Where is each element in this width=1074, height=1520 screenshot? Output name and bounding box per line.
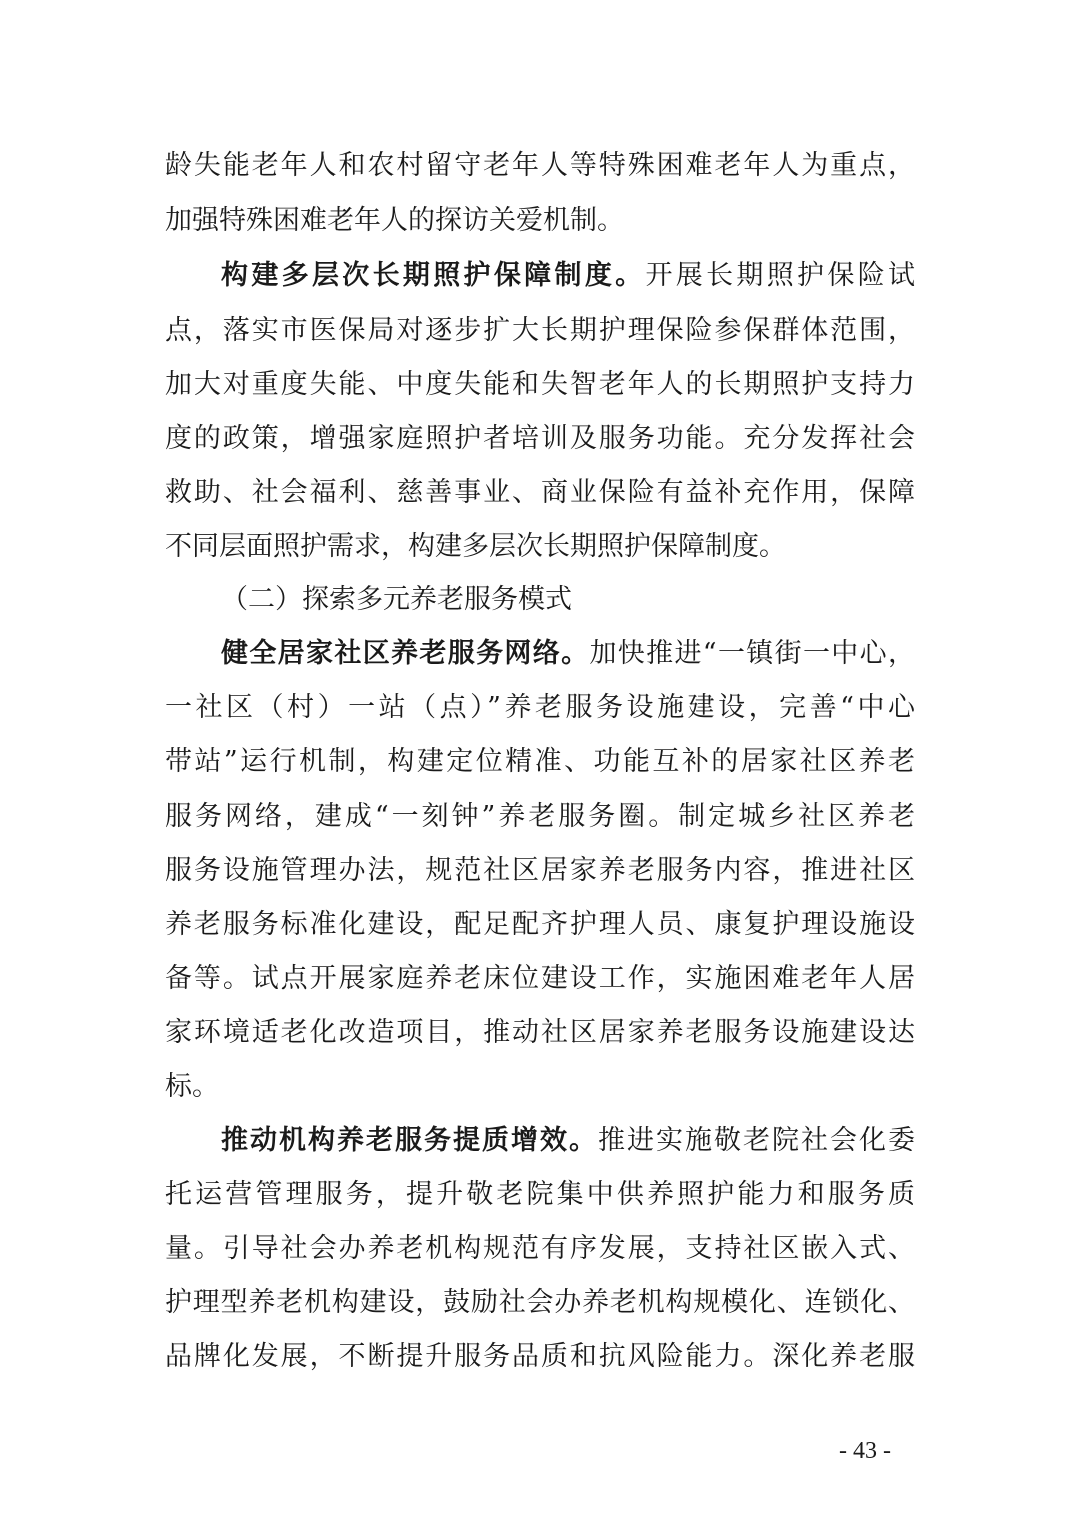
- text-span: 开展长期照护保险试: [645, 260, 916, 291]
- text-line: 度的政策，增强家庭照护者培训及服务功能。充分发挥社会: [165, 423, 915, 454]
- paragraph-first-line: [221, 258, 915, 294]
- text-line: 龄失能老年人和农村留守老年人等特殊困难老年人为重点，: [165, 150, 915, 181]
- text-line: 加大对重度失能、中度失能和失智老年人的长期照护支持力: [165, 369, 915, 400]
- section-title: （二）探索多元养老服务模式: [221, 584, 572, 615]
- text-line: 救助、社会福利、慈善事业、商业保险有益补充作用，保障: [165, 477, 915, 508]
- text-line: 量。引导社会办养老机构规范有序发展，支持社区嵌入式、: [165, 1233, 915, 1264]
- paragraph-first-line: [221, 1123, 915, 1159]
- text-line: 点，落实市医保局对逐步扩大长期护理保险参保群体范围，: [165, 315, 915, 346]
- paragraph-heading: 健全居家社区养老服务网络。: [221, 638, 590, 669]
- page-number: - 43 -: [839, 1438, 891, 1464]
- text-line: 备等。试点开展家庭养老床位建设工作，实施困难老年人居: [165, 963, 915, 994]
- text-line: 服务网络，建成“一刻钟”养老服务圈。制定城乡社区养老: [165, 801, 915, 832]
- text-line: 一社区（村）一站（点）”养老服务设施建设，完善“中心: [165, 692, 915, 723]
- paragraph-heading: 构建多层次长期照护保障制度。: [221, 260, 646, 291]
- text-line: 标。: [165, 1071, 219, 1102]
- text-span: 加快推进“一镇街一中心，: [589, 638, 915, 669]
- text-line: 护理型养老机构建设，鼓励社会办养老机构规模化、连锁化、: [165, 1287, 915, 1318]
- text-line: 托运营管理服务，提升敬老院集中供养照护能力和服务质: [165, 1179, 915, 1210]
- text-line: 不同层面照护需求，构建多层次长期照护保障制度。: [165, 531, 786, 562]
- text-span: 推进实施敬老院社会化委: [598, 1125, 915, 1156]
- text-line: 带站”运行机制，构建定位精准、功能互补的居家社区养老: [165, 746, 915, 777]
- text-line: 加强特殊困难老年人的探访关爱机制。: [165, 205, 624, 236]
- paragraph-first-line: [221, 636, 915, 672]
- text-line: 服务设施管理办法，规范社区居家养老服务内容，推进社区: [165, 855, 915, 886]
- text-line: 品牌化发展，不断提升服务品质和抗风险能力。深化养老服: [165, 1341, 915, 1372]
- text-line: 养老服务标准化建设，配足配齐护理人员、康复护理设施设: [165, 909, 915, 940]
- paragraph-heading: 推动机构养老服务提质增效。: [221, 1125, 598, 1156]
- text-line: 家环境适老化改造项目，推动社区居家养老服务设施建设达: [165, 1017, 915, 1048]
